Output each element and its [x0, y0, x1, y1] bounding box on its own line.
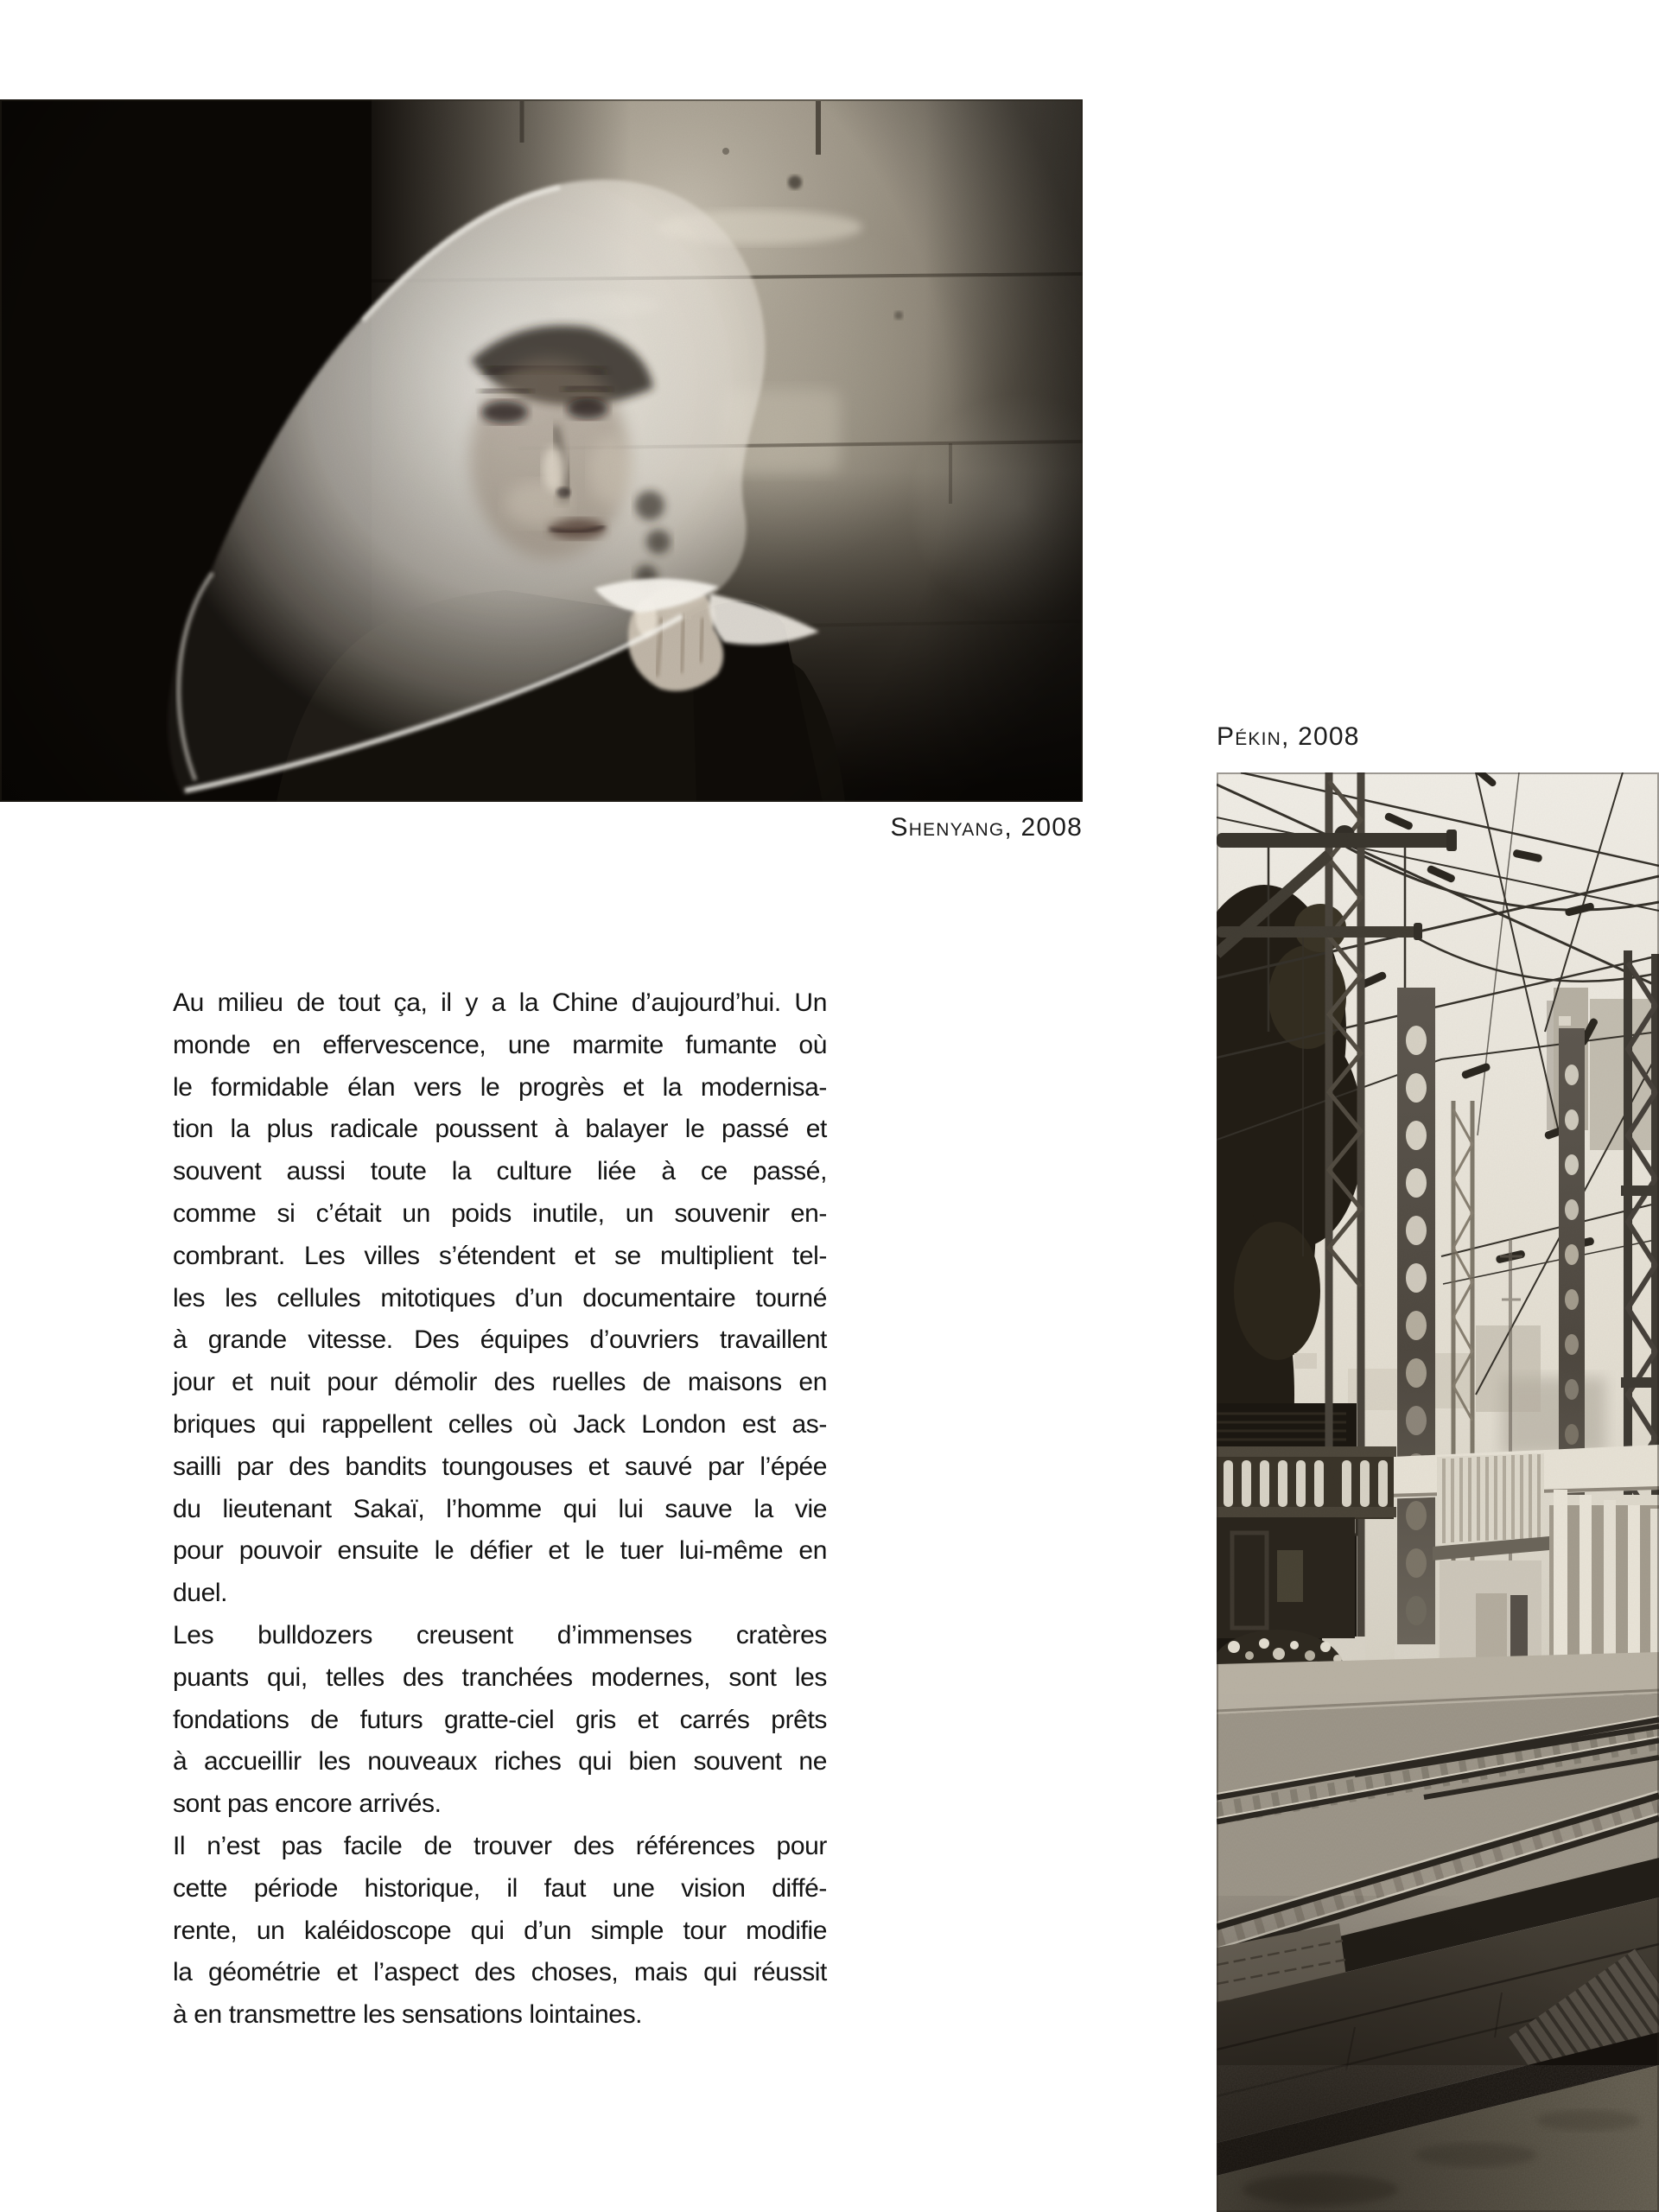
text-line: du lieutenant Sakaï, l’homme qui lui sauve la vie: [173, 1494, 827, 1523]
text-line: souvent aussi toute la culture liée à ce passé,: [173, 1157, 827, 1186]
text-line: tion la plus radicale poussent à balayer le passé et: [173, 1115, 827, 1144]
text-line: la géométrie et l’aspect des choses, mais qui réussit: [173, 1958, 827, 1987]
text-line: à en transmettre les sensations lointaines.: [173, 2000, 643, 2030]
text-line: briques qui rappellent celles où Jack London est as-: [173, 1409, 827, 1439]
text-line: combrant. Les villes s’étendent et se multiplient tel-: [173, 1241, 827, 1270]
paragraph: [173, 1615, 827, 1826]
text-line: à grande vitesse. Des équipes d’ouvriers travaillent: [173, 1325, 827, 1355]
film-grain: [0, 99, 1083, 802]
text-line: comme si c’était un poids inutile, un souvenir en-: [173, 1198, 827, 1228]
text-line: les les cellules mitotiques d’un documentaire tourné: [173, 1283, 827, 1313]
text-line: sont pas encore arrivés.: [173, 1789, 442, 1819]
text-line: sailli par des bandits toungouses et sauvé par l’épée: [173, 1452, 827, 1481]
photo-shenyang-image: [0, 99, 1083, 802]
article-text: [173, 982, 827, 2037]
photo-pekin: [1217, 772, 1659, 2212]
text-line: à accueillir les nouveaux riches qui bien souvent ne: [173, 1747, 827, 1777]
text-line: jour et nuit pour démolir des ruelles de maisons en: [173, 1368, 827, 1397]
caption-pekin: Pékin, 2008: [1217, 722, 1360, 751]
text-line: fondations de futurs gratte-ciel gris et carrés prêts: [173, 1705, 827, 1734]
text-line: duel.: [173, 1579, 228, 1608]
text-line: rente, un kaléidoscope qui d’un simple tour modifie: [173, 1916, 827, 1945]
paragraph: [173, 982, 827, 1615]
caption-shenyang: Shenyang, 2008: [890, 813, 1083, 842]
text-line: le formidable élan vers le progrès et la modernisa-: [173, 1072, 827, 1102]
text-line: Les bulldozers creusent d’immenses cratères: [173, 1620, 827, 1649]
paragraph: [173, 1826, 827, 2037]
text-line: Il n’est pas facile de trouver des références pour: [173, 1831, 827, 1860]
text-line: puants qui, telles des tranchées modernes, sont les: [173, 1662, 827, 1692]
photo-shenyang: [0, 99, 1083, 802]
text-line: pour pouvoir ensuite le défier et le tuer lui-même en: [173, 1536, 827, 1566]
text-line: monde en effervescence, une marmite fumante où: [173, 1030, 827, 1059]
film-grain: [1217, 772, 1659, 2212]
text-line: Au milieu de tout ça, il y a la Chine d’aujourd’hui. Un: [173, 988, 827, 1017]
photo-pekin-image: [1217, 772, 1659, 2212]
text-line: cette période historique, il faut une vision diffé-: [173, 1873, 827, 1903]
